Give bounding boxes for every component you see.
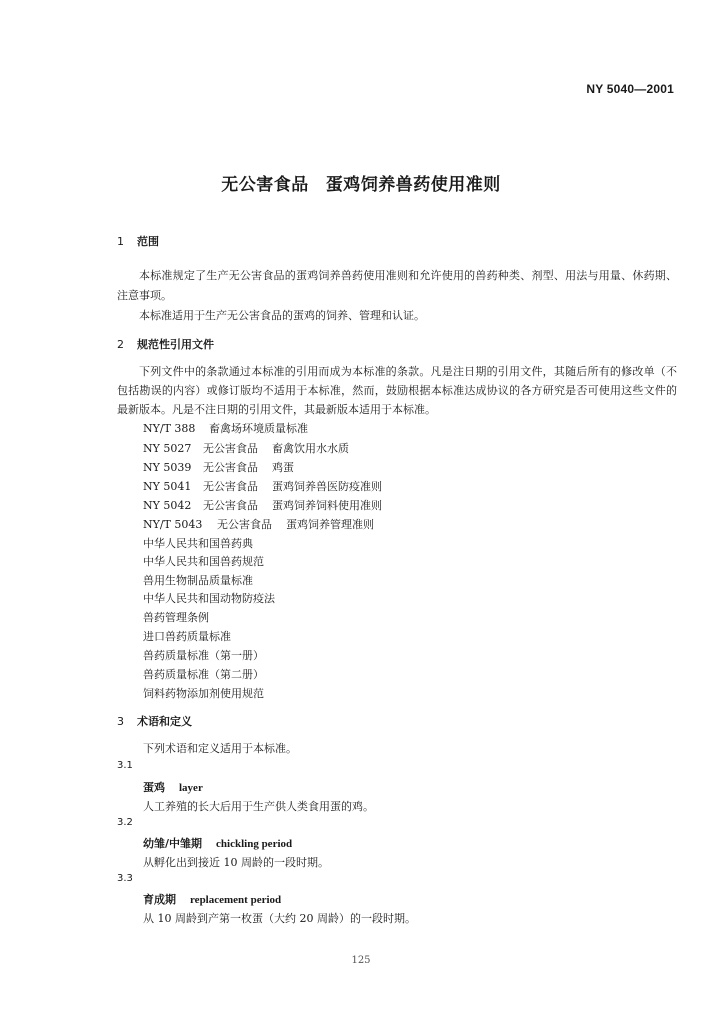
section-1-paragraph-1: 本标准规定了生产无公害食品的蛋鸡饲养兽药使用准则和允许使用的兽药种类、剂型、用法与用量、休药期、注意事项。 [117, 269, 677, 302]
section-title: 范围 [137, 235, 159, 248]
section-3-heading [117, 713, 192, 729]
reference-item [143, 497, 382, 513]
term-definition: 人工养殖的长大后用于生产供人类食用蛋的鸡。 [143, 800, 374, 813]
section-number: 2 [117, 338, 124, 351]
term-chinese: 幼雏/中雏期 [143, 837, 203, 850]
reference-item [143, 478, 382, 494]
section-title: 规范性引用文件 [137, 338, 214, 351]
reference-code: NY 5042 [143, 499, 192, 512]
standard-code: NY 5040—2001 [586, 82, 674, 96]
reference-item: 兽药管理条例 [143, 611, 209, 624]
section-2-paragraph-1: 下列文件中的条款通过本标准的引用而成为本标准的条款。凡是注日期的引用文件，其随后所有的修改单（不包括勘误的内容）或修订版均不适用于本标准，然而，鼓励根据本标准达成协议的各方研究是否可使用这些文件的最新版本。凡是不注日期的引用文件，其最新版本适用于本标准。 [117, 365, 677, 416]
reference-prefix: 无公害食品 [217, 518, 272, 531]
document-title [0, 170, 722, 195]
term-number: 3.1 [117, 760, 133, 771]
section-2-heading [117, 336, 214, 352]
term-english: chickling period [216, 838, 293, 850]
term-heading [143, 835, 292, 851]
term-english: replacement period [190, 894, 282, 906]
reference-item: 兽药质量标准（第二册） [143, 668, 264, 681]
section-number: 1 [117, 235, 124, 248]
section-number: 3 [117, 715, 124, 728]
reference-code: NY 5027 [143, 442, 192, 455]
term-heading [143, 891, 281, 907]
term-definition: 从 10 周龄到产第一枚蛋（大约 20 周龄）的一段时期。 [143, 912, 416, 925]
page-number: 125 [351, 955, 371, 966]
reference-item: 兽用生物制品质量标准 [143, 574, 253, 587]
section-1-paragraph-2: 本标准适用于生产无公害食品的蛋鸡的饲养、管理和认证。 [139, 309, 425, 322]
term-chinese: 蛋鸡 [143, 781, 165, 794]
reference-prefix: 无公害食品 [203, 499, 258, 512]
reference-item: 中华人民共和国兽药典 [143, 537, 253, 550]
reference-item: 饲料药物添加剂使用规范 [143, 687, 264, 700]
reference-item [143, 516, 374, 532]
reference-item [143, 459, 294, 475]
title-part-1: 无公害食品 [221, 175, 309, 195]
title-part-2: 蛋鸡饲养兽药使用准则 [325, 175, 501, 195]
reference-item: 兽药质量标准（第一册） [143, 649, 264, 662]
reference-code: NY 5041 [143, 480, 192, 493]
term-number: 3.3 [117, 873, 133, 884]
reference-item [143, 420, 308, 436]
reference-item [143, 440, 349, 456]
section-1-heading [117, 233, 159, 249]
term-definition: 从孵化出到接近 10 周龄的一段时期。 [143, 856, 329, 869]
reference-prefix: 无公害食品 [203, 461, 258, 474]
term-heading [143, 779, 203, 795]
section-title: 术语和定义 [137, 715, 192, 728]
reference-item: 进口兽药质量标准 [143, 630, 231, 643]
reference-title: 畜禽场环境质量标准 [209, 422, 308, 435]
reference-title: 蛋鸡饲养饲料使用准则 [272, 499, 382, 512]
term-english: layer [179, 782, 203, 794]
reference-title: 蛋鸡饲养兽医防疫准则 [272, 480, 382, 493]
reference-prefix: 无公害食品 [203, 480, 258, 493]
reference-code: NY/T 388 [143, 422, 196, 435]
term-chinese: 育成期 [143, 893, 176, 906]
reference-title: 鸡蛋 [272, 461, 294, 474]
reference-code: NY 5039 [143, 461, 192, 474]
reference-title: 畜禽饮用水水质 [272, 442, 349, 455]
reference-prefix: 无公害食品 [203, 442, 258, 455]
term-number: 3.2 [117, 817, 133, 828]
section-3-intro: 下列术语和定义适用于本标准。 [143, 742, 297, 755]
reference-code: NY/T 5043 [143, 518, 203, 531]
reference-item: 中华人民共和国兽药规范 [143, 555, 264, 568]
reference-item: 中华人民共和国动物防疫法 [143, 592, 275, 605]
reference-title: 蛋鸡饲养管理准则 [286, 518, 374, 531]
